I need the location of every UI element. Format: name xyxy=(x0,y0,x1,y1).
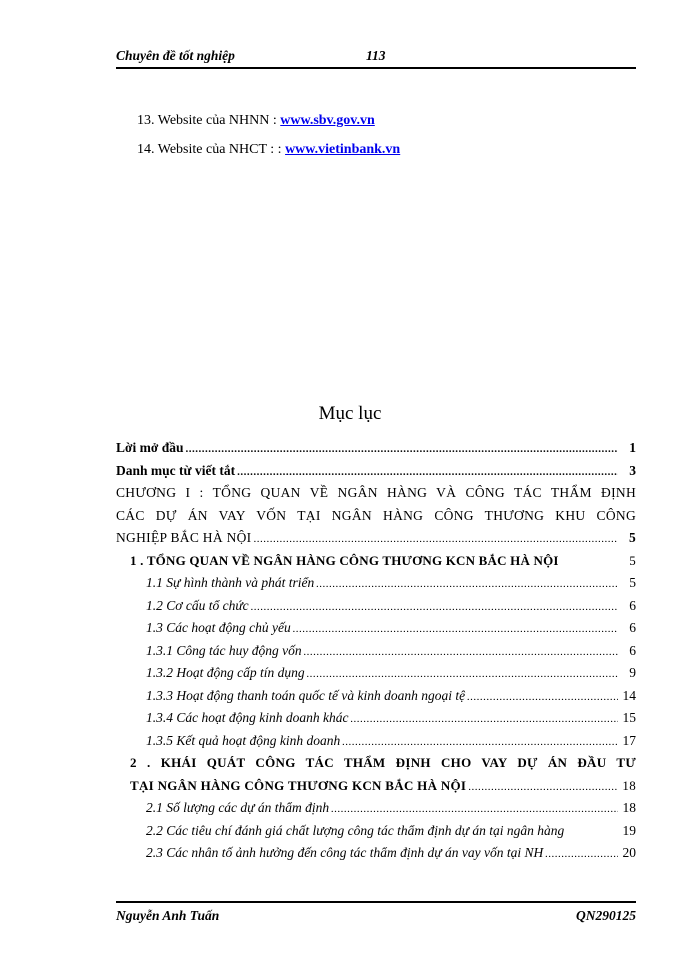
toc-title: Mục lục xyxy=(318,403,382,424)
dot-leader xyxy=(304,641,618,664)
toc-entry-label: 2.3 Các nhân tố ảnh hưởng đến công tác thẩm định dự án vay vốn tại NH xyxy=(146,845,544,860)
reference-item xyxy=(137,142,400,158)
footer-code: QN290125 xyxy=(576,908,636,923)
header-title: Chuyên đề tốt nghiệp xyxy=(116,48,235,63)
toc-entry-label: 1.3.3 Hoạt động thanh toán quốc tế và kinh doanh ngoại tệ xyxy=(146,687,466,703)
toc-entry-page: 9 xyxy=(629,665,636,680)
dot-leader xyxy=(251,596,618,619)
table-of-contents xyxy=(116,437,636,865)
reference-item xyxy=(137,113,375,129)
dot-leader xyxy=(316,573,618,596)
toc-entry[interactable] xyxy=(116,842,636,865)
toc-entry-abbreviations[interactable] xyxy=(116,460,636,483)
dot-leader xyxy=(331,798,618,821)
toc-entry-page: 5 xyxy=(628,530,636,545)
dot-leader xyxy=(545,843,618,866)
dot-leader xyxy=(185,438,618,461)
toc-entry-page: 15 xyxy=(622,710,636,725)
toc-entry-label: Lời mở đầu xyxy=(116,440,184,455)
toc-entry-label: 1.1 Sự hình thành và phát triển xyxy=(146,575,315,590)
toc-entry-label: 1.3.2 Hoạt động cấp tín dụng xyxy=(146,665,305,680)
toc-entry-page: 14 xyxy=(622,687,636,703)
toc-entry-label: 2.2 Các tiêu chí đánh giá chất lượng công tác thẩm định dự án tại ngân hàng xyxy=(146,822,565,838)
toc-entry[interactable] xyxy=(116,730,636,753)
toc-entry-page: 3 xyxy=(629,462,636,478)
reference-label: 13. Website của NHNN : xyxy=(137,113,281,128)
toc-entry-chapter-1[interactable] xyxy=(116,482,636,550)
toc-entry-section-2[interactable] xyxy=(116,752,636,797)
dot-leader xyxy=(237,461,618,484)
toc-entry[interactable] xyxy=(116,797,636,820)
section-title-line: TẠI NGÂN HÀNG CÔNG THƯƠNG KCN BẮC HÀ NỘI xyxy=(130,777,467,793)
header-page-number: 113 xyxy=(366,48,386,63)
toc-entry-label: 1 . TỔNG QUAN VỀ NGÂN HÀNG CÔNG THƯƠNG KCN BẮC HÀ NỘI xyxy=(130,552,559,568)
chapter-title-line: CHƯƠNG I : TỔNG QUAN VỀ NGÂN HÀNG VÀ CÔNG TÁC THẨM ĐỊNH xyxy=(116,485,636,500)
footer-author: Nguyễn Anh Tuấn xyxy=(116,908,220,923)
toc-entry-label: Danh mục từ viết tắt xyxy=(116,462,236,478)
toc-entry-label: 1.3.1 Công tác huy động vốn xyxy=(146,642,302,658)
toc-entry-page: 18 xyxy=(622,800,636,815)
dot-leader xyxy=(307,663,618,686)
toc-entry[interactable] xyxy=(116,707,636,730)
toc-entry-label: 1.3 Các hoạt động chủ yếu xyxy=(146,620,291,635)
toc-entry[interactable] xyxy=(116,617,636,640)
toc-entry-label: 2.1 Số lượng các dự án thẩm định xyxy=(146,800,330,815)
toc-entry[interactable] xyxy=(116,685,636,708)
toc-entry[interactable] xyxy=(116,640,636,663)
section-title-line: 2 . KHÁI QUÁT CÔNG TÁC THẨM ĐỊNH CHO VAY DỰ ÁN ĐẦU TƯ xyxy=(130,755,636,770)
dot-leader xyxy=(342,731,618,754)
dot-leader xyxy=(293,618,618,641)
page-footer xyxy=(116,901,636,924)
toc-entry-page: 5 xyxy=(629,552,636,568)
toc-entry[interactable] xyxy=(116,572,636,595)
toc-entry-page: 19 xyxy=(622,822,636,838)
toc-entry-intro[interactable] xyxy=(116,437,636,460)
toc-entry[interactable] xyxy=(116,595,636,618)
dot-leader xyxy=(467,686,618,709)
chapter-title-line: CÁC DỰ ÁN VAY VỐN TẠI NGÂN HÀNG CÔNG THƯƠNG KHU CÔNG xyxy=(116,507,636,523)
toc-entry-label: 1.3.5 Kết quả hoạt động kinh doanh xyxy=(146,732,341,748)
toc-entry-page: 5 xyxy=(629,575,636,590)
reference-label: 14. Website của NHCT : : xyxy=(137,142,286,157)
toc-entry-page: 17 xyxy=(622,732,636,748)
dot-leader xyxy=(468,776,618,799)
reference-link-vietinbank[interactable]: www.vietinbank.vn xyxy=(285,142,401,157)
page-header xyxy=(116,47,636,69)
chapter-title-line: NGHIỆP BẮC HÀ NỘI xyxy=(116,530,252,545)
dot-leader xyxy=(253,528,618,551)
toc-entry-page: 20 xyxy=(622,845,636,860)
toc-entry-section-1[interactable] xyxy=(116,550,636,573)
toc-entry[interactable] xyxy=(116,662,636,685)
reference-link-sbv[interactable]: www.sbv.gov.vn xyxy=(280,113,375,128)
toc-entry-page: 1 xyxy=(629,440,636,455)
toc-entry[interactable] xyxy=(116,820,636,843)
toc-entry-page: 6 xyxy=(629,597,636,613)
toc-entry-label: 1.3.4 Các hoạt động kinh doanh khác xyxy=(146,710,349,725)
toc-entry-page: 18 xyxy=(622,777,636,793)
toc-entry-page: 6 xyxy=(629,620,636,635)
dot-leader xyxy=(350,708,618,731)
toc-entry-label: 1.2 Cơ cấu tổ chức xyxy=(146,597,249,613)
toc-entry-page: 6 xyxy=(629,642,636,658)
